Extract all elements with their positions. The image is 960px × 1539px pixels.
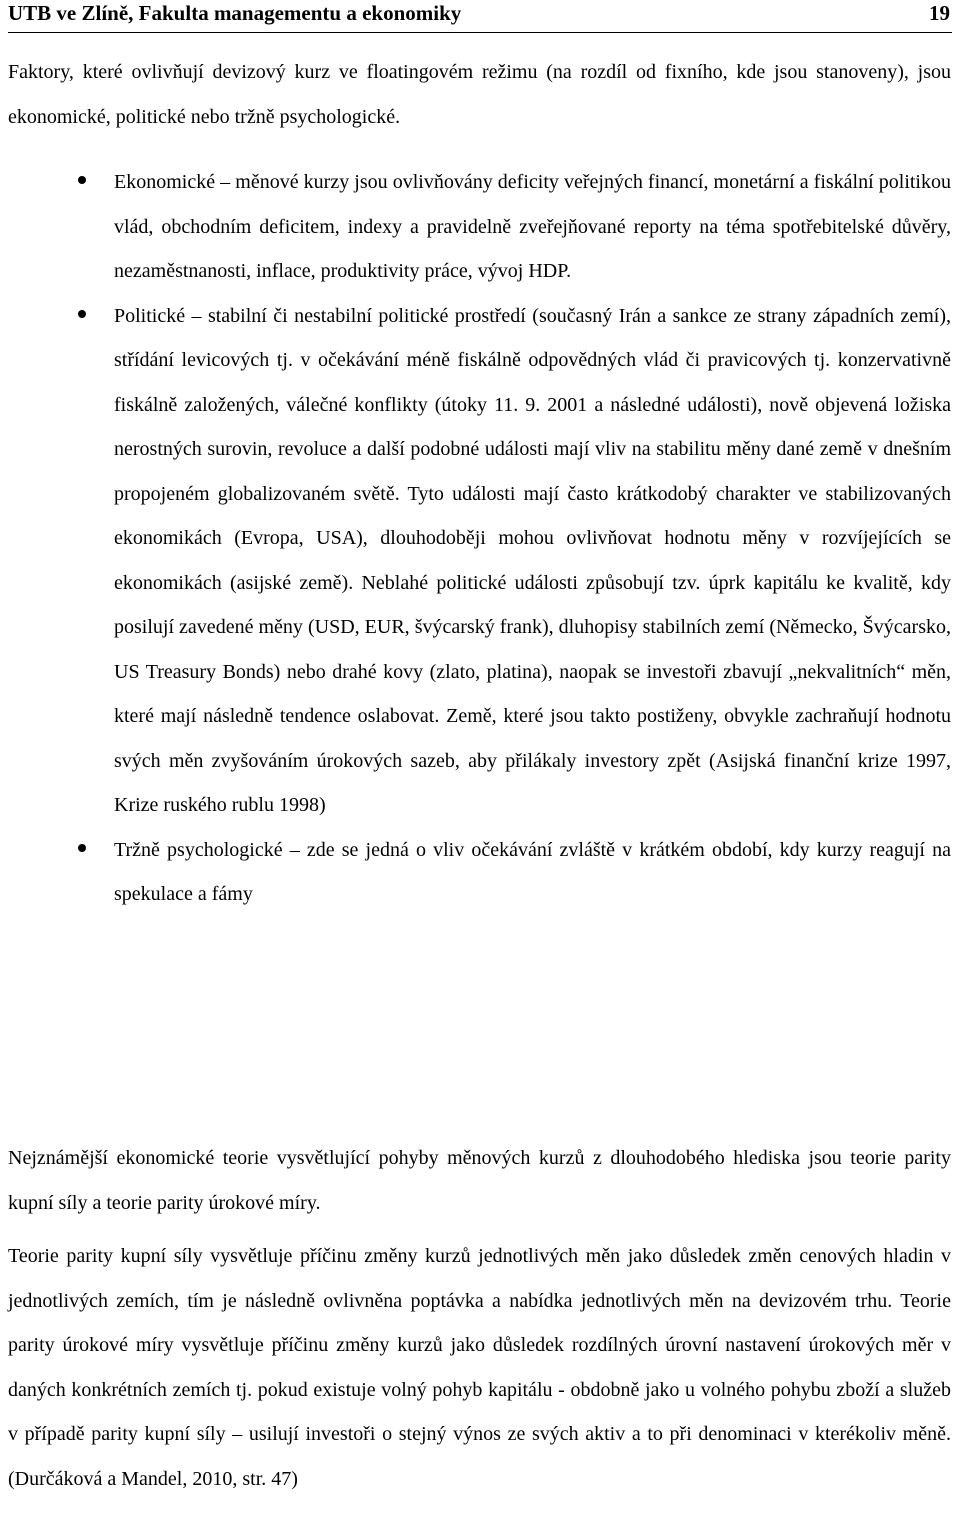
list-item-text: Politické – stabilní či nestabilní politické prostředí (současný Irán a sankce ze strany západních zemí), střídání levicových tj. v očekávání méně fiskálně odpovědných vlád či pravicových tj. konzervativně fiskálně založených, válečné konflikty (útoky 11. 9. 2001 a následné události), nově objevená ložiska nerostných surovin, revoluce a další podobné události mají vliv na stabilitu měny dané země v dnešním propojeném globalizovaném světě. Tyto události mají často krátkodobý charakter ve stabilizovaných ekonomikách (Evropa, USA), dlouhodoběji mohou ovlivňovat hodnotu měny v rozvíjejících se ekonomikách (asijské země). Neblahé politické události způsobují tzv. úprk kapitálu ke kvalitě, kdy posilují zavedené měny (USD, EUR, švýcarský frank), dluhopisy stabilních zemí (Německo, Švýcarsko, US Treasury Bonds) nebo drahé kovy (zlato, platina), naopak se investoři zbavují „nekvalitních“ měn, které mají následně tendence oslabovat. Země, které jsou takto postiženy, obvykle zachraňují hodnotu svých měn zvyšováním úrokových sazeb, aby přilákaly investory zpět (Asijská finanční krize 1997, Krize ruského rublu 1998) — [114, 304, 951, 816]
theory-intro-paragraph: Nejznámější ekonomické teorie vysvětlující pohyby měnových kurzů z dlouhodobého hlediska jsou teorie parity kupní síly a teorie parity úrokové míry. — [8, 1147, 951, 1214]
theory-body-paragraph: Teorie parity kupní síly vysvětluje příčinu změny kurzů jednotlivých měn jako důsledek změn cenových hladin v jednotlivých zemích, tím je následně ovlivněna poptávka a nabídka jednotlivých měn na devizovém trhu. Teorie parity úrokové míry vysvětluje příčinu změny kurzů jako důsledek rozdílných úrovní nastavení úrokových měr v daných konkrétních zemích tj. pokud existuje volný pohyb kapitálu - obdobně jako u volného pohybu zboží a služeb v případě parity kupní síly – usilují investoři o stejný výnos ze svých aktiv a to při denominaci v kterékoliv měně. (Durčáková a Mandel, 2010, str. 47) — [8, 1245, 951, 1490]
list-item-political — [114, 294, 951, 828]
factor-list — [0, 160, 960, 917]
list-item-psychological — [114, 828, 951, 917]
page-number: 19 — [929, 1, 950, 25]
document-title: UTB ve Zlíně, Fakulta managementu a ekonomiky — [8, 1, 462, 25]
bullet-icon — [78, 310, 86, 318]
bullet-icon — [78, 176, 86, 184]
list-item-text: Ekonomické – měnové kurzy jsou ovlivňovány deficity veřejných financí, monetární a fiskální politikou vlád, obchodním deficitem, indexy a pravidelně zveřejňované reporty na téma spotřebitelské důvěry, nezaměstnanosti, inflace, produktivity práce, vývoj HDP. — [114, 171, 951, 282]
intro-paragraph: Faktory, které ovlivňují devizový kurz ve floatingovém režimu (na rozdíl od fixního, kde jsou stanoveny), jsou ekonomické, politické nebo tržně psychologické. — [8, 61, 951, 128]
list-item-text: Tržně psychologické – zde se jedná o vliv očekávání zvláště v krátkém období, kdy kurzy reagují na spekulace a fámy — [114, 838, 951, 905]
list-item-economic — [114, 160, 951, 294]
bullet-icon — [78, 844, 86, 852]
page-header — [8, 0, 952, 33]
